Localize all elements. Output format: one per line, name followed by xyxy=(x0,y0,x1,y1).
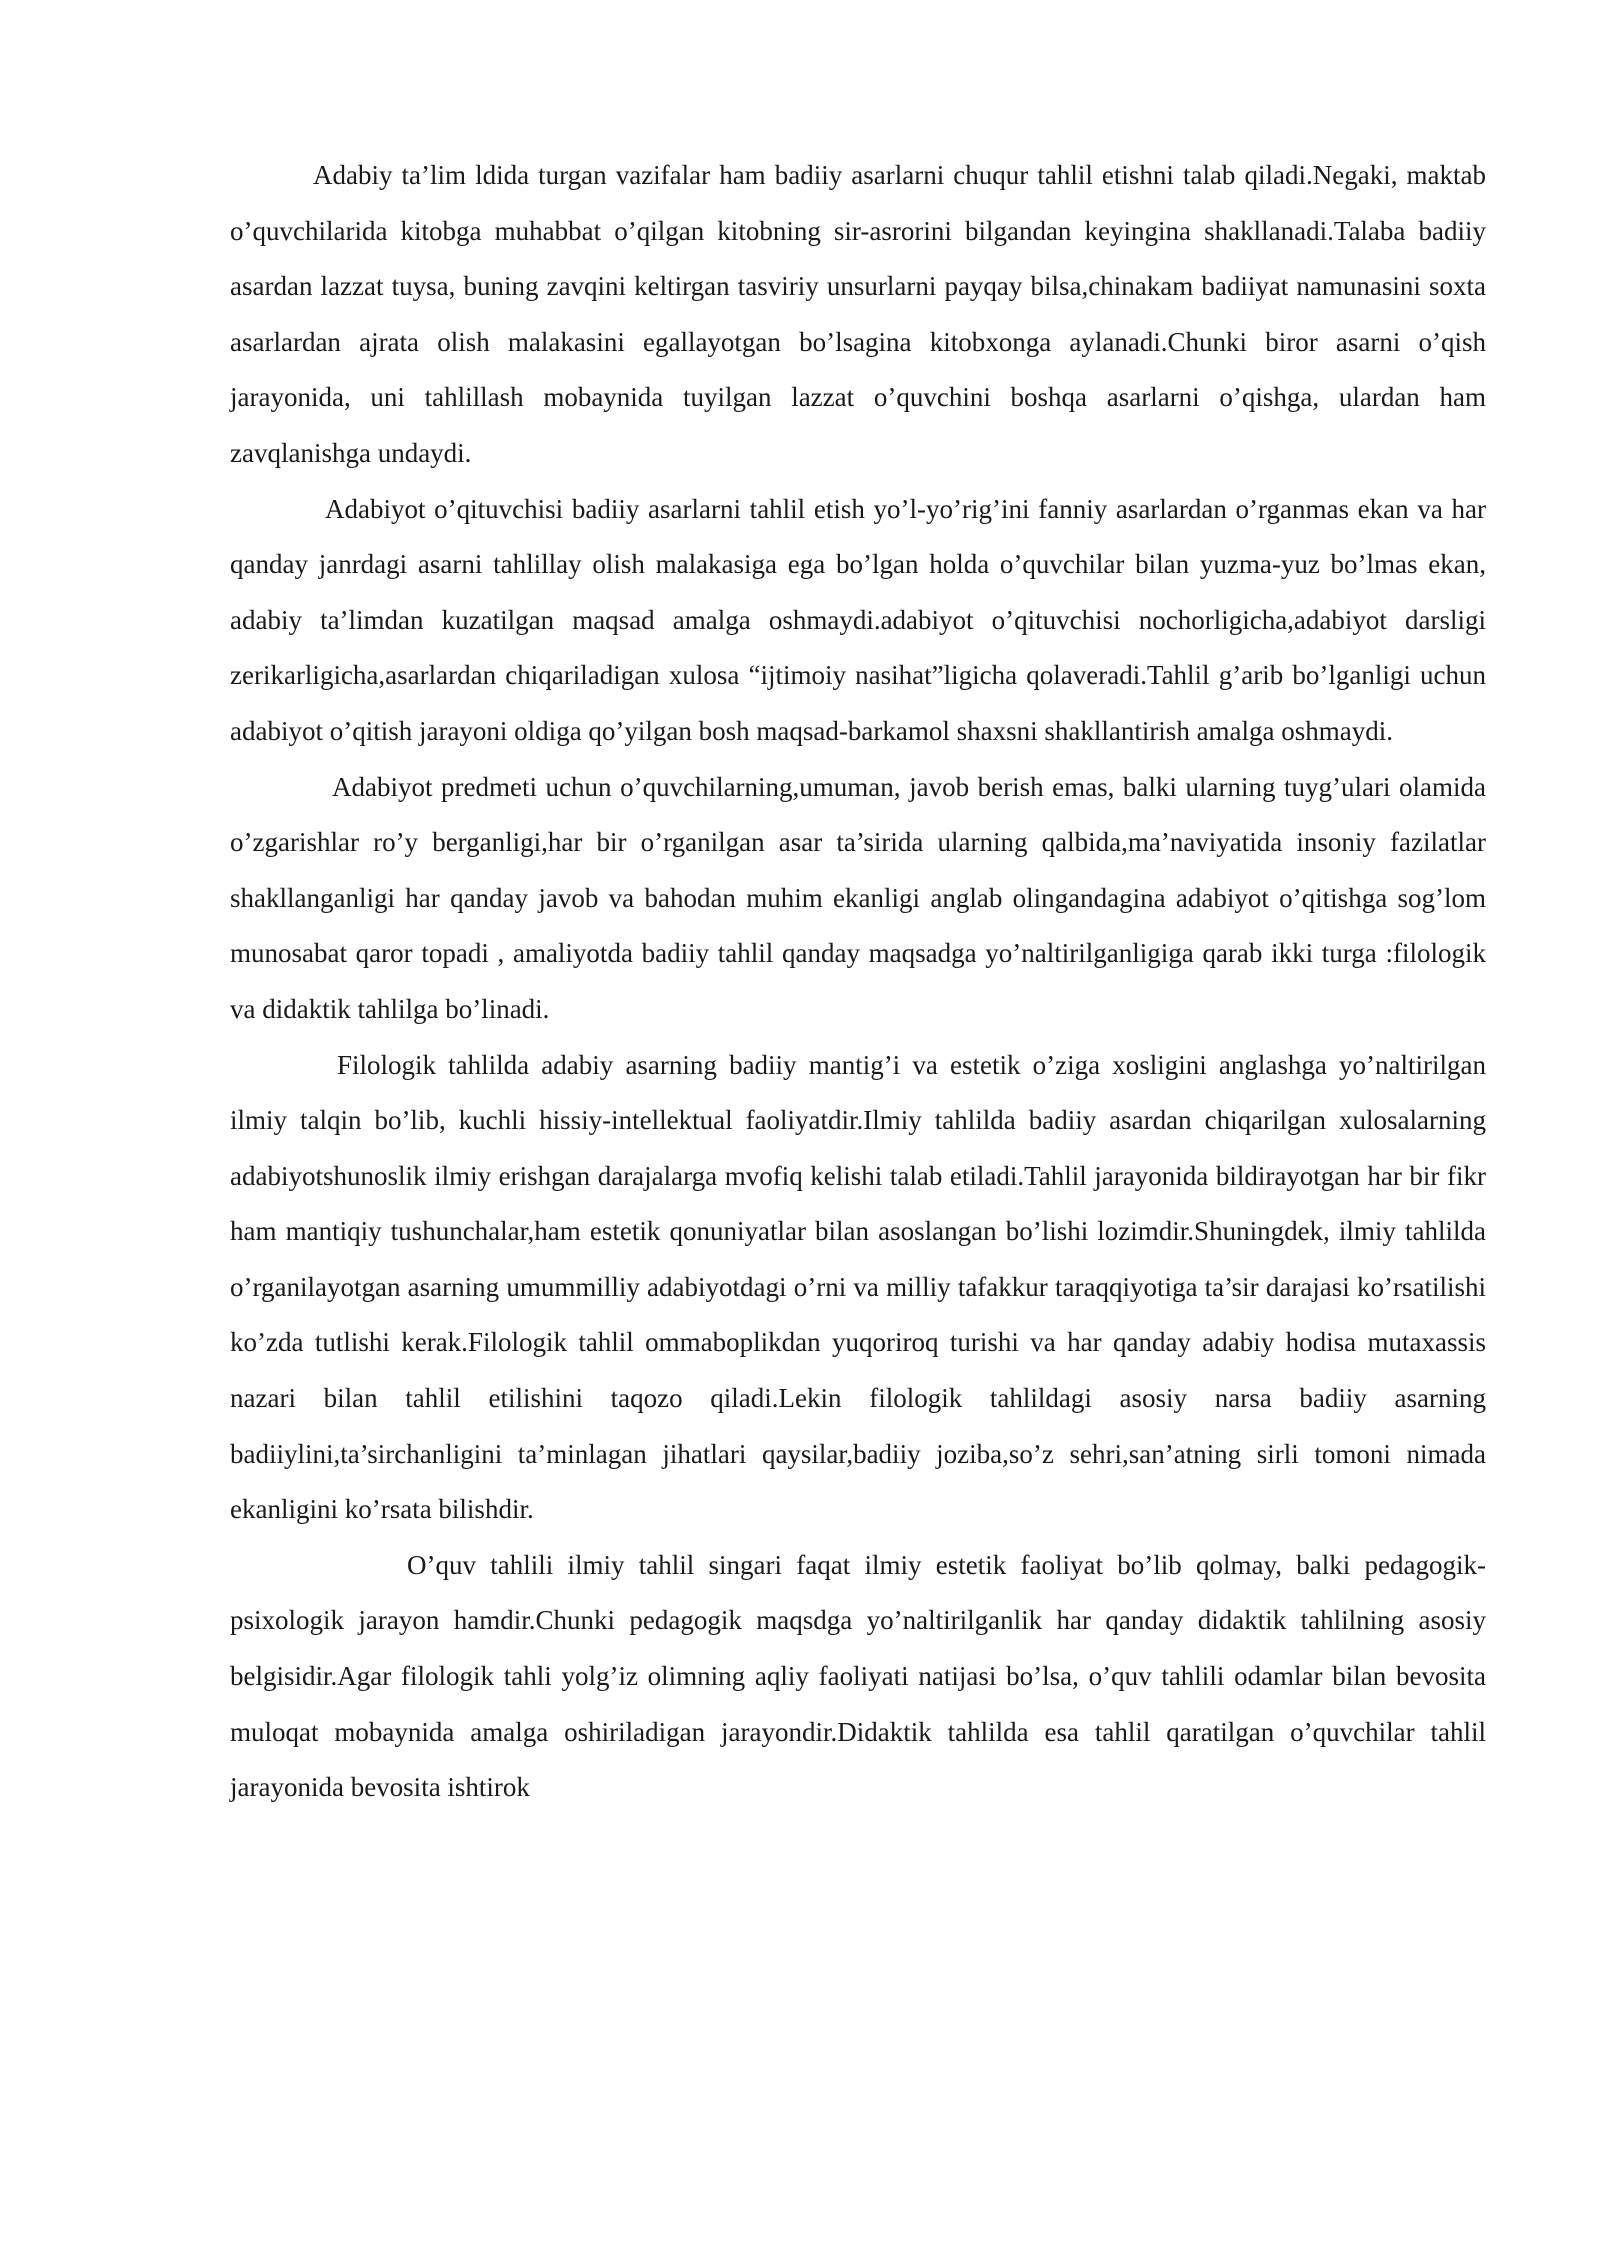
paragraph-4: Filologik tahlilda adabiy asarning badiiy mantig’i va estetik o’ziga xosligini anglashga yo’naltirilgan ilmiy talqin bo’lib, kuchli hissiy-intellektual faoliyatdir.Ilmiy tahlilda badiiy asardan chiqarilgan xulosalarning adabiyotshunoslik ilmiy erishgan darajalarga mvofiq kelishi talab etiladi.Tahlil jarayonida bildirayotgan har bir fikr ham mantiqiy tushunchalar,ham estetik qonuniyatlar bilan asoslangan bo’lishi lozimdir.Shuningdek, ilmiy tahlilda o’rganilayotgan asarning umummilliy adabiyotdagi o’rni va milliy tafakkur taraqqiyotiga ta’sir darajasi ko’rsatilishi ko’zda tutlishi kerak.Filologik tahlil ommaboplikdan yuqoriroq turishi va har qanday adabiy hodisa mutaxassis nazari bilan tahlil etilishini taqozo qiladi.Lekin filologik tahlildagi asosiy narsa badiiy asarning badiiylini,ta’sirchanligini ta’minlagan jihatlari qaysilar,badiiy joziba,so’z sehri,san’atning sirli tomoni nimada ekanligini ko’rsata bilishdir. xyxy=(230,1049,1486,1525)
paragraph-3: Adabiyot predmeti uchun o’quvchilarning,umuman, javob berish emas, balki ularning tuyg’ulari olamida o’zgarishlar ro’y berganligi,har bir o’rganilgan asar ta’sirida ularning qalbida,ma’naviyatida insoniy fazilatlar shakllanganligi har qanday javob va bahodan muhim ekanligi anglab olingandagina adabiyot o’qitishga sog’lom munosabat qaror topadi , amaliyotda badiiy tahlil qanday maqsadga yo’naltirilganligiga qarab ikki turga :filologik va didaktik tahlilga bo’linadi. xyxy=(230,771,1486,1024)
document-body xyxy=(230,148,1486,1816)
paragraph-5: O’quv tahlili ilmiy tahlil singari faqat ilmiy estetik faoliyat bo’lib qolmay, balki pedagogik-psixologik jarayon hamdir.Chunki pedagogik maqsdga yo’naltirilganlik har qanday didaktik tahlilning asosiy belgisidir.Agar filologik tahli yolg’iz olimning aqliy faoliyati natijasi bo’lsa, o’quv tahlili odamlar bilan bevosita muloqat mobaynida amalga oshiriladigan jarayondir.Didaktik tahlilda esa tahlil qaratilgan o’quvchilar tahlil jarayonida bevosita ishtirok xyxy=(230,1549,1486,1803)
paragraph-2: Adabiyot o’qituvchisi badiiy asarlarni tahlil etish yo’l-yo’rig’ini fanniy asarlardan o’rganmas ekan va har qanday janrdagi asarni tahlillay olish malakasiga ega bo’lgan holda o’quvchilar bilan yuzma-yuz bo’lmas ekan, adabiy ta’limdan kuzatilgan maqsad amalga oshmaydi.adabiyot o’qituvchisi nochorligicha,adabiyot darsligi zerikarligicha,asarlardan chiqariladigan xulosa “ijtimoiy nasihat”ligicha qolaveradi.Tahlil g’arib bo’lganligi uchun adabiyot o’qitish jarayoni oldiga qo’yilgan bosh maqsad-barkamol shaxsni shakllantirish amalga oshmaydi. xyxy=(230,493,1486,746)
paragraph-1: Adabiy ta’lim ldida turgan vazifalar ham badiiy asarlarni chuqur tahlil etishni talab qiladi.Negaki, maktab o’quvchilarida kitobga muhabbat o’qilgan kitobning sir-asrorini bilgandan keyingina shakllanadi.Talaba badiiy asardan lazzat tuysa, buning zavqini keltirgan tasviriy unsurlarni payqay bilsa,chinakam badiiyat namunasini soxta asarlardan ajrata olish malakasini egallayotgan bo’lsagina kitobxonga aylanadi.Chunki biror asarni o’qish jarayonida, uni tahlillash mobaynida tuyilgan lazzat o’quvchini boshqa asarlarni o’qishga, ulardan ham zavqlanishga undaydi. xyxy=(230,160,1486,468)
